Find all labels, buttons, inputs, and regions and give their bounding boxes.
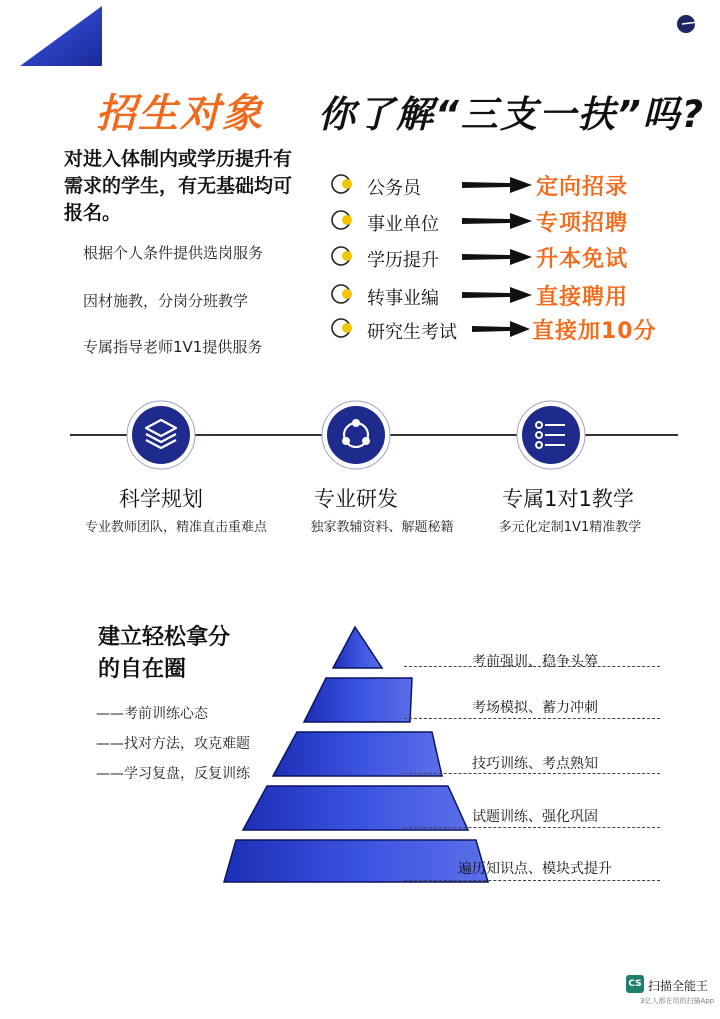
benefit-row	[330, 170, 700, 200]
bullet-icon	[330, 173, 356, 195]
feature-subtitle: 多元化定制1V1精准教学	[498, 520, 642, 535]
section-title-line: 的自在圈	[98, 657, 187, 682]
benefit-row	[330, 280, 700, 310]
pyramid-label: 考前强训、稳争头筹	[472, 654, 598, 670]
logo-text: CS	[628, 979, 642, 989]
benefit-label: 学历提升	[367, 250, 439, 271]
benefit-label: 转事业编	[367, 288, 439, 309]
feature-title: 专业研发	[314, 487, 398, 511]
service-item: 因材施教，分岗分班教学	[83, 292, 249, 310]
benefit-label: 公务员	[367, 178, 421, 199]
layers-icon	[126, 400, 196, 470]
bullet-icon	[330, 283, 356, 305]
pyramid-label: 技巧训练、考点熟知	[472, 756, 598, 772]
benefit-row	[330, 242, 700, 272]
arrow-right-icon	[472, 321, 530, 337]
method-item: ——学习复盘，反复训练	[96, 766, 250, 782]
feature-circle	[126, 400, 196, 470]
benefit-label: 事业单位	[367, 214, 439, 235]
benefit-result: 直接聘用	[536, 285, 629, 310]
bullet-icon	[330, 209, 356, 231]
benefit-result: 定向招录	[536, 175, 629, 200]
list-icon	[516, 400, 586, 470]
bullet-icon	[330, 245, 356, 267]
watermark-name: 扫描全能王	[648, 979, 709, 993]
section-title	[98, 622, 230, 686]
dashed-line	[404, 718, 660, 719]
arrow-right-icon	[462, 287, 532, 303]
bullet-icon	[330, 317, 356, 339]
dashed-line	[404, 666, 660, 667]
dashed-line	[404, 827, 660, 828]
pyramid-level-1	[333, 627, 382, 668]
feature-circle	[516, 400, 586, 470]
question-title: 你了解“三支一扶”吗?	[318, 93, 706, 136]
arrow-right-icon	[462, 177, 532, 193]
benefit-label: 研究生考试	[367, 322, 457, 343]
corner-dot-icon	[676, 14, 700, 38]
pyramid-label: 考场模拟、蓄力冲刺	[472, 700, 598, 716]
section-title-line: 建立轻松拿分	[98, 625, 231, 650]
pyramid-level-2	[304, 678, 412, 722]
dashed-line	[404, 880, 660, 881]
dashed-line	[404, 773, 660, 774]
pyramid-label: 试题训练、强化巩固	[472, 809, 598, 825]
share-icon	[321, 400, 391, 470]
intro-text: 对进入体制内或学历提升有需求的学生，有无基础均可报名。	[64, 148, 293, 224]
benefit-result: 升本免试	[536, 247, 629, 272]
arrow-right-icon	[462, 213, 532, 229]
service-item: 根据个人条件提供选岗服务	[83, 244, 264, 262]
watermark-tagline: 3亿人都在用的扫描App	[640, 997, 715, 1005]
service-item: 专属指导老师1V1提供服务	[83, 338, 263, 356]
feature-circle	[321, 400, 391, 470]
benefit-row	[330, 314, 700, 344]
page-title: 招生对象	[96, 91, 264, 137]
pyramid-level-3	[273, 732, 442, 776]
method-item: ——考前训练心态	[96, 706, 208, 722]
feature-subtitle: 专业教师团队，精准直击重难点	[84, 520, 267, 535]
feature-subtitle: 独家教辅资料、解题秘籍	[310, 520, 454, 535]
feature-title: 科学规划	[119, 487, 203, 511]
benefit-result: 直接加10分	[532, 319, 657, 344]
scanner-logo-icon	[626, 975, 644, 993]
arrow-right-icon	[462, 249, 532, 265]
feature-title: 专属1对1教学	[502, 487, 634, 511]
benefit-result: 专项招聘	[536, 211, 629, 236]
corner-triangle-icon	[20, 6, 104, 68]
pyramid-label: 遍历知识点、模块式提升	[458, 861, 612, 877]
method-item: ——找对方法，攻克难题	[96, 736, 250, 752]
benefit-row	[330, 206, 700, 236]
